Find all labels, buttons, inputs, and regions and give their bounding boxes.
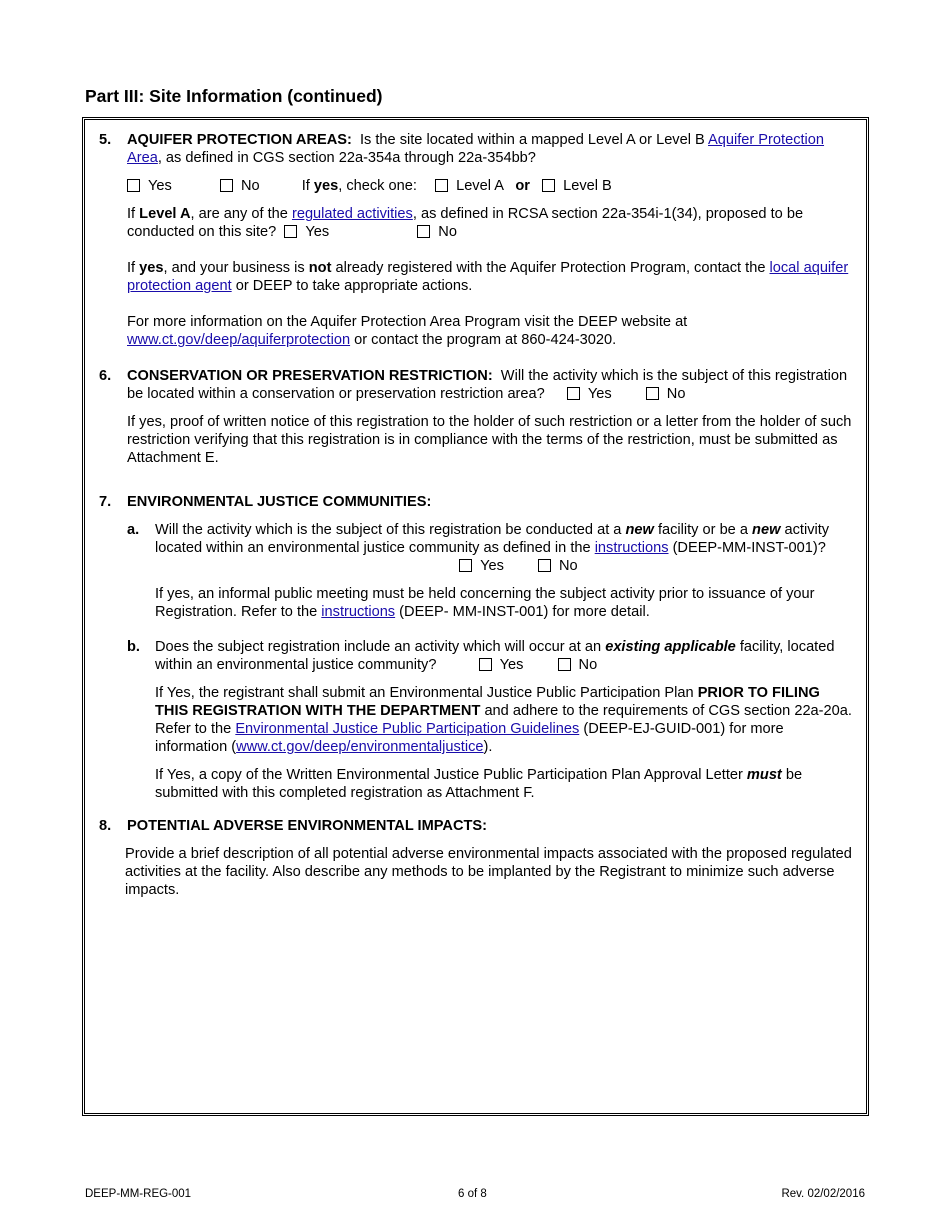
text: facility or be a xyxy=(657,522,748,538)
text: If Yes, the registrant shall submit an Environmental Justice Public Participation Plan xyxy=(155,685,694,701)
form-id: DEEP-MM-REG-001 xyxy=(85,1188,192,1200)
text: or contact the program at 860-424-3020. xyxy=(354,332,617,348)
regulated-no-checkbox[interactable] xyxy=(417,225,430,238)
new-facility-yes-checkbox[interactable] xyxy=(459,559,472,572)
conservation-no-checkbox[interactable] xyxy=(646,387,659,400)
text: (DEEP-EJ-GUID-001) for more information ( xyxy=(155,721,784,755)
checkbox-label: No xyxy=(578,657,598,673)
section-heading: POTENTIAL ADVERSE ENVIRONMENTAL IMPACTS: xyxy=(127,818,487,834)
aquifer-paragraph-2 xyxy=(127,259,852,295)
existing-facility-question xyxy=(155,638,852,674)
revision-date: Rev. 02/02/2016 xyxy=(781,1188,865,1200)
text: ). xyxy=(483,739,493,755)
text: activity located within an environmental justice community as defined in the xyxy=(155,522,830,556)
text: or DEEP to take appropriate actions. xyxy=(235,278,473,294)
text: facility, located within an environmental justice community? xyxy=(155,639,835,673)
text: Will the activity which is the subject of this registration be conducted at a xyxy=(155,522,622,538)
aquifer-yes-checkbox[interactable] xyxy=(127,179,140,192)
section-heading: AQUIFER PROTECTION AREAS: xyxy=(127,132,352,148)
page-number: 6 of 8 xyxy=(458,1188,487,1200)
checkbox-label: No xyxy=(559,558,578,574)
section-number: 7. xyxy=(99,494,112,510)
text-bold-italic: existing applicable xyxy=(605,639,736,655)
checkbox-label: Yes xyxy=(148,178,172,194)
ej-guidelines-link[interactable]: Environmental Justice Public Participation Guidelines xyxy=(235,721,580,737)
aquifer-paragraph-3 xyxy=(127,313,852,349)
text: , as defined in RCSA section 22a-354i-1(34), proposed to be conducted on this site? xyxy=(127,206,804,240)
text-bold-italic: new xyxy=(752,522,781,538)
checkbox-label: No xyxy=(438,224,457,240)
conservation-question xyxy=(127,367,852,403)
text: be submitted with this completed registration as Attachment F. xyxy=(155,767,803,801)
text: Does the subject registration include an activity which will occur at an xyxy=(155,639,602,655)
aquifer-protection-area-link[interactable]: Aquifer Protection Area xyxy=(127,132,825,166)
subsection-a xyxy=(127,521,852,620)
existing-facility-no-checkbox[interactable] xyxy=(558,658,571,671)
section-heading: ENVIRONMENTAL JUSTICE COMMUNITIES: xyxy=(127,494,432,510)
text: , are any of the xyxy=(190,206,288,222)
level-b-checkbox[interactable] xyxy=(542,179,555,192)
text: If xyxy=(127,260,136,276)
impacts-instructions: Provide a brief description of all potential adverse environmental impacts associated with the proposed regulated activities at the facility. Also describe any methods to be implanted by the Registrant to minimize such adverse impacts. xyxy=(125,846,852,898)
label-text: , check one: xyxy=(338,178,417,194)
section-number: 8. xyxy=(99,818,112,834)
checkbox-label: Level A xyxy=(456,178,504,194)
text: , and your business is xyxy=(163,260,305,276)
section-heading: CONSERVATION OR PRESERVATION RESTRICTION: xyxy=(127,368,493,384)
aquifer-no-checkbox[interactable] xyxy=(220,179,233,192)
ej-plan-paragraph xyxy=(155,684,852,756)
question-text: Is the site located within a mapped Level A or Level B xyxy=(359,132,705,148)
checkbox-label: Yes xyxy=(587,386,612,402)
checkbox-label: Yes xyxy=(480,558,504,574)
instructions-link[interactable]: instructions xyxy=(594,540,669,556)
question-text: Will the activity which is the subject of this registration be located within a conservation or preservation restriction area? xyxy=(127,368,848,402)
new-facility-no-checkbox[interactable] xyxy=(538,559,551,572)
checkbox-label: No xyxy=(240,178,260,194)
aquifer-question xyxy=(127,131,852,167)
conservation-paragraph-2: If yes, proof of written notice of this registration to the holder of such restriction or a letter from the holder of such restriction verifying that this registration is in compliance with the terms of the restriction, must be submitted as Attachment E. xyxy=(127,414,852,466)
ej-approval-paragraph xyxy=(155,766,852,802)
regulated-activities-link[interactable]: regulated activities xyxy=(291,206,413,222)
regulated-yes-checkbox[interactable] xyxy=(284,225,297,238)
label-bold: yes xyxy=(313,178,339,194)
instructions-link-2[interactable]: instructions xyxy=(321,604,396,620)
text: If Yes, a copy of the Written Environmental Justice Public Participation Plan Approval Letter xyxy=(155,767,743,783)
page-title: Part III: Site Information (continued) xyxy=(85,86,383,106)
text: If xyxy=(127,206,136,222)
aquifer-website-link[interactable]: www.ct.gov/deep/aquiferprotection xyxy=(127,332,351,348)
new-facility-question xyxy=(155,521,852,575)
section-number: 6. xyxy=(99,368,112,384)
level-a-checkbox[interactable] xyxy=(435,179,448,192)
existing-facility-yes-checkbox[interactable] xyxy=(479,658,492,671)
question-tail: , as defined in CGS section 22a-354a through 22a-354bb? xyxy=(157,150,536,166)
label-text: If xyxy=(301,178,310,194)
level-a-question xyxy=(127,205,852,241)
text: (DEEP- MM-INST-001) for more detail. xyxy=(399,604,650,620)
ej-website-link[interactable]: www.ct.gov/deep/environmentaljustice xyxy=(236,739,484,755)
conservation-yes-checkbox[interactable] xyxy=(567,387,580,400)
checkbox-label: Yes xyxy=(499,657,524,673)
text-bold-italic: must xyxy=(746,767,782,783)
text: If yes, an informal public meeting must be held concerning the subject activity prior to issuance of your Registration. Refer to the xyxy=(155,586,815,620)
checkbox-label: No xyxy=(666,386,686,402)
text: already registered with the Aquifer Protection Program, contact the xyxy=(335,260,766,276)
text-bold: Level A xyxy=(139,206,191,222)
local-aquifer-agent-link[interactable]: local aquifer protection agent xyxy=(127,260,849,294)
subsection-b xyxy=(127,638,852,808)
or-label: or xyxy=(515,178,530,194)
text-bold: PRIOR TO FILING THIS REGISTRATION WITH THE DEPARTMENT xyxy=(155,685,820,719)
section-number: 5. xyxy=(99,132,112,148)
aquifer-options xyxy=(127,177,852,195)
subsection-label: b. xyxy=(127,639,140,655)
new-facility-paragraph-2 xyxy=(155,585,852,621)
subsection-label: a. xyxy=(127,522,140,538)
text-bold: not xyxy=(308,260,332,276)
checkbox-label: Yes xyxy=(305,224,330,240)
text-bold-italic: new xyxy=(625,522,654,538)
text: For more information on the Aquifer Protection Area Program visit the DEEP website at xyxy=(127,314,688,330)
text-bold: yes xyxy=(139,260,164,276)
checkbox-label: Level B xyxy=(563,178,612,194)
text: (DEEP-MM-INST-001)? xyxy=(672,540,826,556)
form-frame xyxy=(82,117,869,1116)
text: and adhere to the requirements of CGS section 22a-20a. Refer to the xyxy=(155,703,852,737)
